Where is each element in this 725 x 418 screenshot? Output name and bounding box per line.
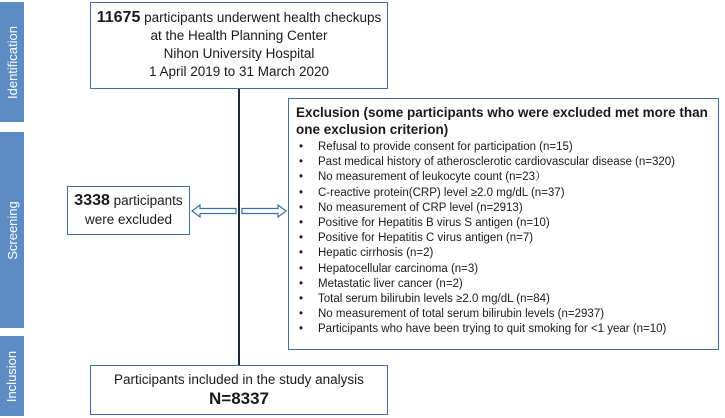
included-participants-box [90, 365, 388, 415]
excluded-line-1 [68, 191, 189, 210]
stage-label-screening-text: Screening [4, 200, 20, 260]
exclusion-item: • Metastatic liver cancer (n=2) [296, 277, 718, 292]
excluded-line-2: were excluded [84, 212, 173, 227]
left-arrow-icon [191, 204, 237, 218]
exclusion-item: • Hepatic cirrhosis (n=2) [296, 246, 718, 261]
exclusion-item: • Positive for Hepatitis C virus antigen (n=7) [296, 231, 718, 246]
top-line-1 [91, 9, 387, 27]
stage-label-screening [0, 132, 24, 328]
exclusion-item: • No measurement of CRP level (n=2913) [296, 201, 718, 216]
flow-connector-line [238, 89, 240, 365]
exclusion-item: • Hepatocellular carcinoma (n=3) [296, 262, 718, 277]
exclusion-item: • Positive for Hepatitis B virus S antigen (n=10) [296, 216, 718, 231]
participants-checkup-box [90, 2, 388, 89]
included-label: Participants included in the study analysis [114, 372, 364, 387]
stage-label-inclusion-text: Inclusion [4, 350, 20, 402]
excluded-count-box [67, 186, 190, 235]
total-count: 11675 [96, 9, 141, 26]
exclusion-item: • Participants who have been trying to quit smoking for <1 year (n=10) [296, 322, 718, 337]
exclusion-item: • No measurement of leukocyte count (n=23） [296, 170, 718, 185]
stage-label-identification-text: Identification [4, 25, 20, 99]
stage-label-inclusion [0, 336, 24, 416]
exclusion-item: • Past medical history of atherosclerotic cardiovascular disease (n=320) [296, 155, 718, 170]
top-line-1-rest: participants underwent health checkups [140, 10, 382, 25]
excluded-line-1-rest: participants [109, 193, 183, 208]
top-line-4: 1 April 2019 to 31 March 2020 [148, 64, 330, 79]
top-line-2: at the Health Planning Center [150, 28, 328, 43]
exclusion-item: • C-reactive protein(CRP) level ≥2.0 mg/dL (n=37) [296, 186, 718, 201]
exclusion-title: Exclusion (some participants who were excluded met more than one exclusion criterion) [296, 105, 708, 137]
exclusion-list [296, 140, 718, 338]
exclusion-item: • No measurement of total serum bilirubin levels (n=2937) [296, 307, 718, 322]
excluded-count: 3338 [74, 192, 110, 209]
right-arrow-icon [241, 204, 287, 218]
top-line-3: Nihon University Hospital [163, 46, 315, 61]
exclusion-item: • Total serum bilirubin levels ≥2.0 mg/dL (n=84) [296, 292, 718, 307]
exclusion-item: • Refusal to provide consent for participation (n=15) [296, 140, 718, 155]
included-count: N=8337 [208, 389, 270, 408]
exclusion-criteria-box [288, 98, 719, 350]
stage-label-identification [0, 2, 24, 122]
